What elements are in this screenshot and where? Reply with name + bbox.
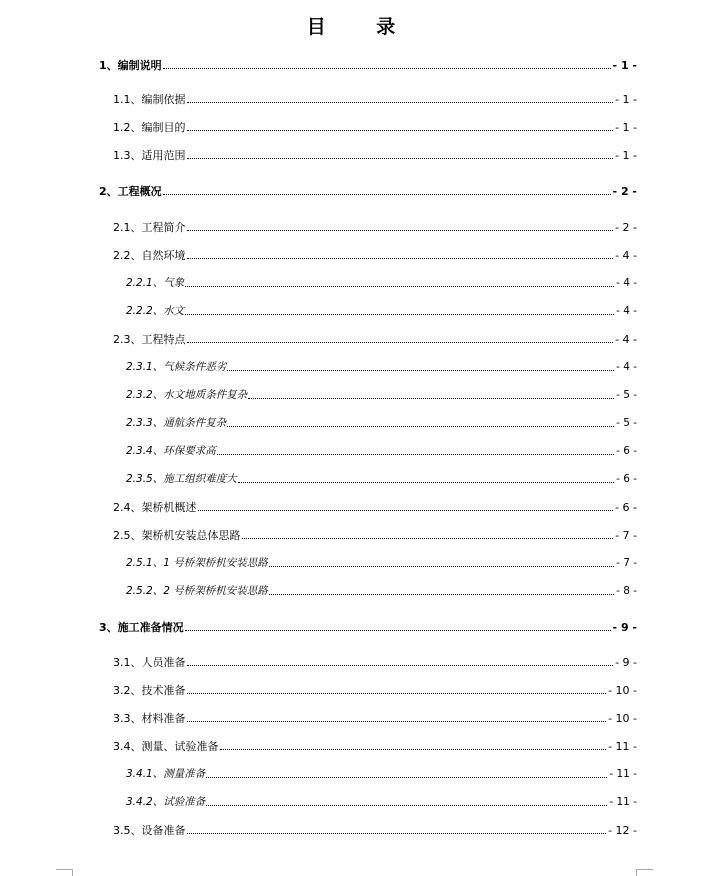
toc-entry[interactable] [126, 583, 637, 598]
toc-entry-page: - 1 - [615, 149, 637, 162]
toc-leader [269, 593, 614, 595]
toc-entry-text: 材料准备 [141, 712, 186, 725]
toc-entry[interactable] [126, 766, 637, 781]
toc-entry-number: 3.1、 [113, 656, 142, 669]
toc-entry-page: - 4 - [616, 277, 637, 289]
toc-entry-number: 1.2、 [113, 121, 142, 134]
toc-entry-page: - 2 - [612, 185, 637, 198]
toc-entry[interactable] [126, 471, 637, 486]
toc-entry[interactable] [113, 119, 637, 134]
toc-entry-page: - 11 - [608, 740, 637, 753]
toc-entry-text: 人员准备 [141, 656, 186, 669]
toc-entry[interactable] [126, 303, 637, 318]
toc-entry-number: 3.3、 [113, 712, 142, 725]
toc-entry-page: - 11 - [609, 768, 637, 780]
toc-entry[interactable] [126, 359, 637, 374]
toc-entry-text: 工程特点 [141, 333, 186, 346]
toc-title: 目 录 [306, 16, 418, 38]
toc-entry-text: 编制目的 [141, 121, 186, 134]
toc-entry-number: 2、 [99, 185, 118, 198]
toc-entry-text: 1 号桥架桥机安装思路 [163, 557, 268, 569]
toc-entry[interactable] [113, 822, 637, 837]
toc-entry-number: 2.3.4、 [126, 445, 164, 457]
toc-entry-number: 3.5、 [113, 824, 142, 837]
toc-leader [187, 257, 614, 259]
toc-leader [187, 157, 614, 159]
toc-entry-page: - 6 - [616, 445, 637, 457]
toc-entry-text: 试验准备 [163, 796, 206, 808]
toc-entry[interactable] [113, 247, 637, 262]
toc-leader [206, 804, 607, 806]
toc-entry-page: - 1 - [612, 59, 637, 72]
toc-leader [185, 313, 614, 315]
toc-leader [163, 193, 611, 195]
toc-entry[interactable] [113, 147, 637, 162]
toc-leader [248, 397, 614, 399]
toc-entry-text: 自然环境 [141, 249, 186, 262]
toc-entry[interactable] [99, 183, 637, 198]
toc-entry-page: - 7 - [615, 529, 637, 542]
toc-entry-text: 水文地质条件复杂 [163, 389, 248, 401]
toc-entry-text: 编制说明 [117, 59, 162, 72]
toc-entry-text: 测量准备 [163, 768, 206, 780]
toc-leader [242, 537, 614, 539]
toc-entry-page: - 8 - [616, 585, 637, 597]
toc-entry-text: 架桥机安装总体思路 [141, 529, 241, 542]
toc-entry-number: 2.2.2、 [126, 305, 164, 317]
toc-entry[interactable] [99, 57, 637, 72]
toc-entry-number: 1.1、 [113, 93, 142, 106]
toc-entry-number: 2.3.3、 [126, 417, 164, 429]
toc-entry-number: 2.3.5、 [126, 473, 164, 485]
toc-leader [163, 67, 611, 69]
toc-entry[interactable] [113, 710, 637, 725]
toc-entry-text: 设备准备 [141, 824, 186, 837]
toc-entry-page: - 11 - [609, 796, 637, 808]
toc-entry-number: 2.3、 [113, 333, 142, 346]
toc-entry-number: 2.3.1、 [126, 361, 164, 373]
toc-leader [187, 692, 607, 694]
toc-entry-number: 2.5、 [113, 529, 142, 542]
toc-entry-number: 3.2、 [113, 684, 142, 697]
toc-entry[interactable] [113, 499, 637, 514]
toc-entry-number: 1.3、 [113, 149, 142, 162]
toc-entry-text: 环保要求高 [163, 445, 216, 457]
toc-entry[interactable] [113, 219, 637, 234]
toc-leader [187, 229, 614, 231]
toc-entry[interactable] [113, 738, 637, 753]
toc-entry-page: - 6 - [615, 501, 637, 514]
toc-entry-text: 适用范围 [141, 149, 186, 162]
toc-entry-text: 工程概况 [117, 185, 162, 198]
toc-entry[interactable] [126, 275, 637, 290]
toc-leader [227, 425, 614, 427]
toc-entry-page: - 4 - [616, 361, 637, 373]
toc-entry-text: 气象 [163, 277, 185, 289]
toc-leader [238, 481, 614, 483]
toc-entry-number: 2.3.2、 [126, 389, 164, 401]
toc-leader [187, 129, 614, 131]
toc-entry-text: 2 号桥架桥机安装思路 [163, 585, 268, 597]
toc-entry-page: - 7 - [616, 557, 637, 569]
toc-leader [185, 285, 614, 287]
toc-leader [185, 629, 611, 631]
toc-entry[interactable] [126, 415, 637, 430]
toc-leader [220, 748, 607, 750]
toc-entry-text: 水文 [163, 305, 185, 317]
toc-entry-page: - 12 - [608, 824, 637, 837]
toc-entry-page: - 10 - [608, 712, 637, 725]
toc-leader [227, 369, 614, 371]
toc-leader [187, 720, 607, 722]
toc-leader [217, 453, 614, 455]
toc-entry[interactable] [126, 443, 637, 458]
toc-entry-page: - 1 - [615, 93, 637, 106]
toc-entry-number: 2.1、 [113, 221, 142, 234]
toc-entry-text: 编制依据 [141, 93, 186, 106]
toc-entry[interactable] [126, 555, 637, 570]
toc-leader [187, 664, 614, 666]
toc-entry-text: 架桥机概述 [141, 501, 197, 514]
toc-entry-page: - 5 - [616, 417, 637, 429]
toc-entry-page: - 5 - [616, 389, 637, 401]
toc-entry[interactable] [126, 794, 637, 809]
toc-entry-number: 3、 [99, 621, 118, 634]
toc-entry-text: 通航条件复杂 [163, 417, 227, 429]
toc-entry-number: 2.5.1、 [126, 557, 164, 569]
toc-entry-text: 测量、试验准备 [141, 740, 219, 753]
toc-entry-page: - 6 - [616, 473, 637, 485]
toc-entry-page: - 4 - [615, 249, 637, 262]
toc-entry-page: - 2 - [615, 221, 637, 234]
toc-entry-page: - 10 - [608, 684, 637, 697]
toc-entry[interactable] [113, 527, 637, 542]
toc-leader [269, 565, 614, 567]
toc-leader [187, 341, 614, 343]
toc-entry-number: 3.4.2、 [126, 796, 164, 808]
toc-leader [187, 832, 607, 834]
toc-entry[interactable] [113, 682, 637, 697]
toc-entry-text: 施工组织难度大 [163, 473, 237, 485]
toc-entry-text: 工程简介 [141, 221, 186, 234]
toc-entry[interactable] [113, 91, 637, 106]
toc-entry[interactable] [126, 387, 637, 402]
toc-leader [187, 101, 614, 103]
toc-entry-number: 2.2.1、 [126, 277, 164, 289]
toc-entry-text: 气候条件恶劣 [163, 361, 227, 373]
toc-entry-text: 施工准备情况 [117, 621, 184, 634]
toc-entry-number: 2.2、 [113, 249, 142, 262]
toc-entry[interactable] [113, 654, 637, 669]
toc-entry-page: - 4 - [615, 333, 637, 346]
toc-entry-page: - 1 - [615, 121, 637, 134]
toc-leader [206, 776, 607, 778]
toc-entry-number: 1、 [99, 59, 118, 72]
toc-entry-number: 2.4、 [113, 501, 142, 514]
toc-entry-page: - 9 - [612, 621, 637, 634]
toc-leader [198, 509, 614, 511]
toc-entry-text: 技术准备 [141, 684, 186, 697]
toc-entry-number: 3.4.1、 [126, 768, 164, 780]
toc-entry[interactable] [113, 331, 637, 346]
toc-entry[interactable] [99, 619, 637, 634]
toc-entry-page: - 4 - [616, 305, 637, 317]
toc-entry-page: - 9 - [615, 656, 637, 669]
toc-entry-number: 2.5.2、 [126, 585, 164, 597]
toc-entry-number: 3.4、 [113, 740, 142, 753]
